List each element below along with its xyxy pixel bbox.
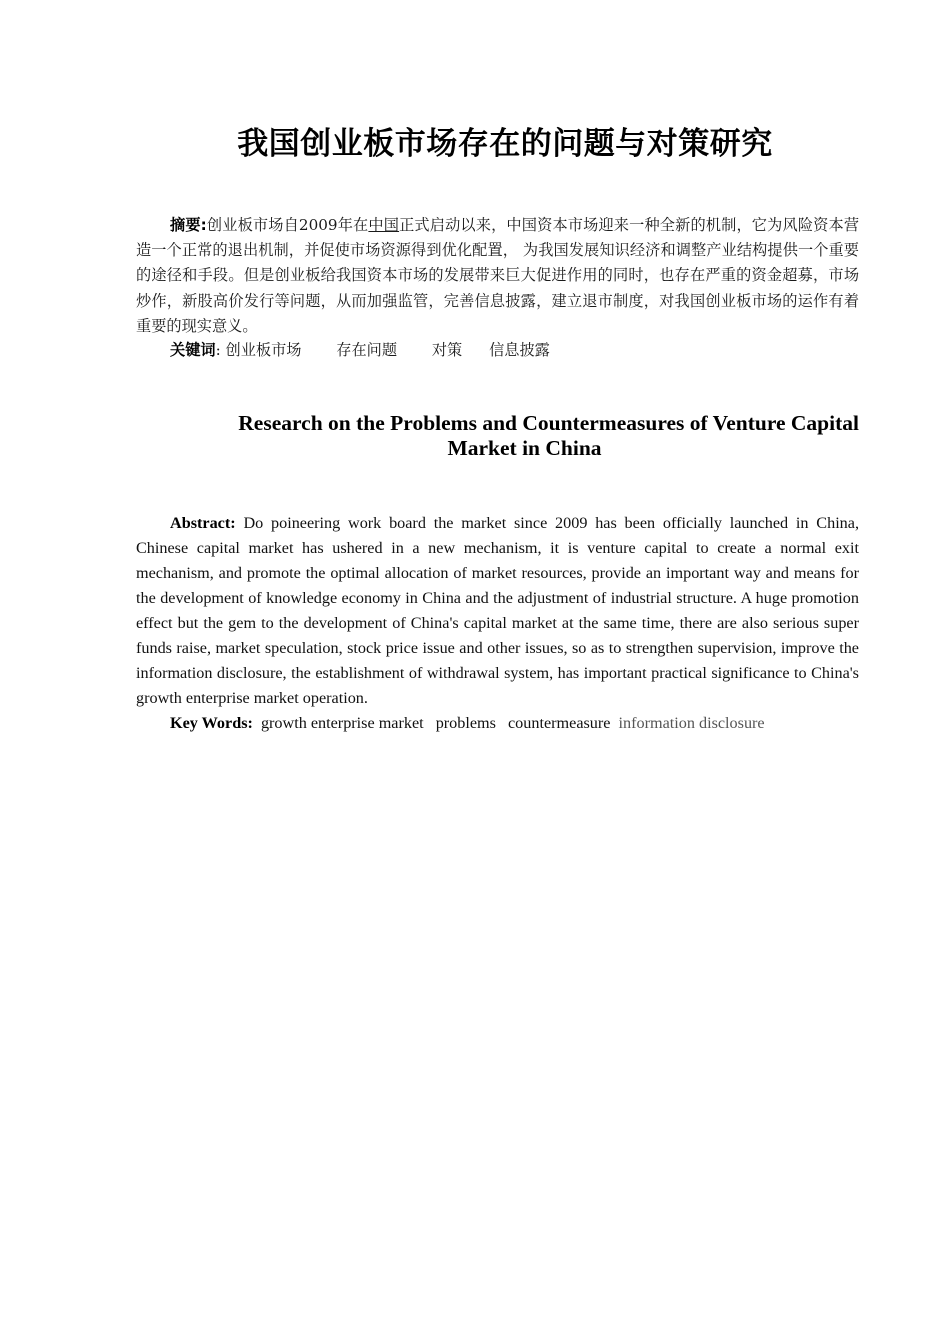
english-keyword: problems <box>435 714 496 732</box>
english-keywords-label: Key Words: <box>170 714 253 732</box>
chinese-abstract-label: 摘要: <box>170 216 207 234</box>
english-keyword: growth enterprise market <box>260 714 424 732</box>
english-keyword: information disclosure <box>618 714 765 732</box>
chinese-abstract-text-part2: 正式启动以来，中国资本市场迎来一种全新的机制，它为风险资本营造一个正常的退出机制，并促使市场资源得到优化配置， 为我国发展知识经济和调整产业结构提供一个重要的途径和手段。但是创业板给我国资本市场的发展带来巨大促进作用的同时，也存在严重的资金超募，市场炒作，新股高价发行等问题，从而加强监管，完善信息披露，建立退市制度，对我国创业板市场的运作有着重要的现实意义。 <box>136 216 860 335</box>
english-keyword: countermeasure <box>508 714 611 732</box>
english-abstract-text: Do poineering work board the market since 2009 has been officially launched in China, Chinese capital market has ushered in a new mechanism, it is venture capital to create a normal exit mechanism, and promote the optimal allocation of market resources, provide an important way and means for the development of knowledge economy in China and the adjustment of industrial structure. A huge promotion effect but the gem to the development of China's capital market at the same time, there are also serious super funds raise, market speculation, stock price issue and other issues, so as to strengthen supervision, improve the information disclosure, the establishment of withdrawal system, has important practical significance to China's growth enterprise market operation. <box>136 514 860 707</box>
english-title <box>190 411 859 461</box>
chinese-title: 我国创业板市场存在的问题与对策研究 <box>237 126 773 162</box>
english-keywords <box>170 711 765 736</box>
english-abstract <box>136 511 859 711</box>
chinese-keyword: 创业板市场 <box>225 341 302 359</box>
chinese-keywords-colon: : <box>215 341 221 359</box>
chinese-keyword: 存在问题 <box>336 341 398 359</box>
chinese-keywords <box>170 339 550 361</box>
chinese-keyword: 对策 <box>431 341 463 359</box>
chinese-keyword: 信息披露 <box>489 341 550 359</box>
chinese-abstract <box>136 213 859 339</box>
chinese-abstract-text-part1: 创业板市场自2009年在 <box>206 216 369 234</box>
chinese-abstract-link[interactable]: 中国 <box>368 216 400 234</box>
english-title-line2: Market in China <box>447 436 602 460</box>
chinese-keywords-label: 关键词 <box>170 341 216 359</box>
english-title-line1: Research on the Problems and Countermeasures of Venture Capital <box>238 411 859 435</box>
english-abstract-label: Abstract: <box>170 514 236 532</box>
